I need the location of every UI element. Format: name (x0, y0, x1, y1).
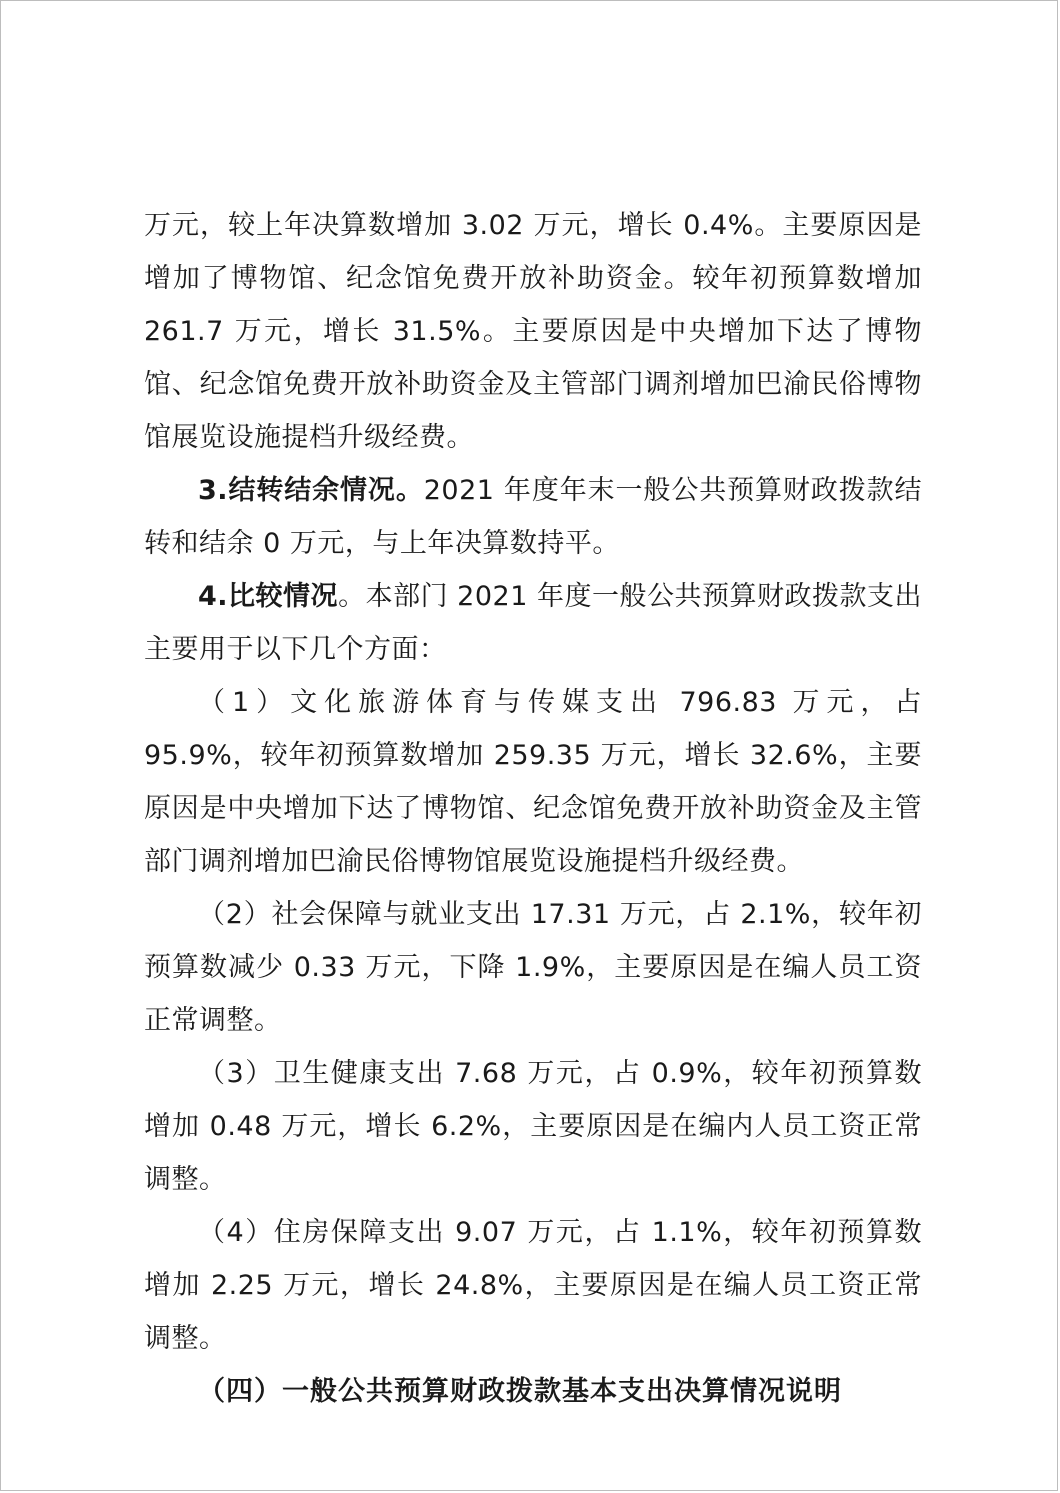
document-body (144, 199, 922, 1418)
comparison-title: 4.比较情况 (198, 581, 339, 612)
list-item-health: （3）卫生健康支出 7.68 万元，占 0.9%，较年初预算数增加 0.48 万元，增长 6.2%，主要原因是在编内人员工资正常调整。 (144, 1058, 922, 1195)
list-item-culture-tourism: （1）文化旅游体育与传媒支出 796.83 万元，占 95.9%，较年初预算数增加 259.35 万元，增长 32.6%，主要原因是中央增加下达了博物馆、纪念馆免费开放补助资金及主管部门调剂增加巴渝民俗博物馆展览设施提档升级经费。 (144, 687, 922, 877)
carryover-body: 2021 年度年末一般公共预算财政拨款结转和结余 0 万元，与上年决算数持平。 (144, 475, 923, 559)
list-item-social-security: （2）社会保障与就业支出 17.31 万元，占 2.1%，较年初预算数减少 0.33 万元，下降 1.9%，主要原因是在编人员工资正常调整。 (144, 899, 922, 1036)
paragraph-budget-change: 万元，较上年决算数增加 3.02 万元，增长 0.4%。主要原因是增加了博物馆、纪念馆免费开放补助资金。较年初预算数增加 261.7 万元，增长 31.5%。主要原因是中央增加下达了博物馆、纪念馆免费开放补助资金及主管部门调剂增加巴渝民俗博物馆展览设施提档升级经费。 (144, 210, 922, 453)
paragraph-carryover (144, 464, 922, 570)
section-heading-basic-expenditure: （四）一般公共预算财政拨款基本支出决算情况说明 (198, 1376, 842, 1407)
paragraph-comparison (144, 570, 922, 676)
list-item-housing: （4）住房保障支出 9.07 万元，占 1.1%，较年初预算数增加 2.25 万元，增长 24.8%，主要原因是在编人员工资正常调整。 (144, 1217, 922, 1354)
comparison-body: 。本部门 2021 年度一般公共预算财政拨款支出主要用于以下几个方面： (144, 581, 922, 665)
carryover-title: 3.结转结余情况。 (198, 475, 424, 506)
